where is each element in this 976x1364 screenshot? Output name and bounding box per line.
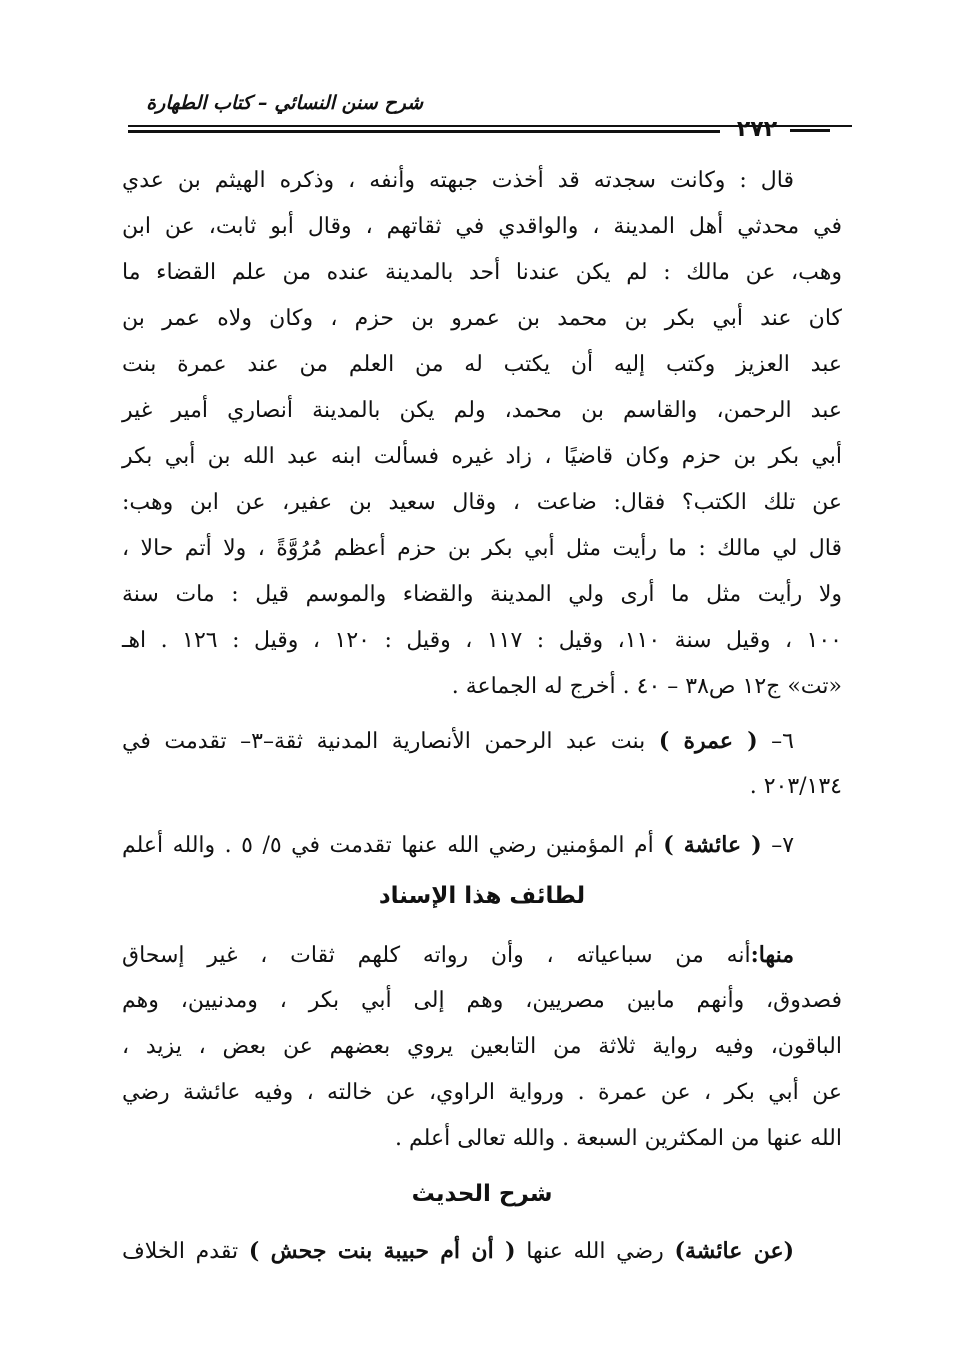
item-number: ٧– [771, 833, 795, 858]
text-line: الباقون، وفيه رواية ثلاثة من التابعين يروي بعضهم عن بعض ، يزيد ، [122, 1034, 842, 1059]
sharh-name: (عن عائشة) [674, 1238, 794, 1264]
text-line: قال : وكانت سجدته قد أخذت جبهته وأنفه ، وذكره الهيثم بن عدي [122, 168, 794, 193]
text-line: عن تلك الكتب؟ فقال: ضاعت ، وقال سعيد بن عفير، عن ابن وهب: [122, 490, 842, 515]
text-line [122, 718, 842, 764]
narrator-name: ( عمرة ) [658, 728, 758, 754]
text-line: وهب، عن مالك : لم يكن عندنا أحد بالمدينة عنده من علم القضاء ما [122, 260, 842, 285]
text-line [122, 822, 842, 868]
text-line: ١٠٠ ، وقيل سنة ١١٠، وقيل : ١١٧ ، وقيل : ١٢٠ ، وقيل : ١٢٦ . اهـ [122, 628, 842, 653]
lataif-text: أنه من سباعياته ، وأن رواته كلهم ثقات ، غير إسحاق [122, 943, 751, 968]
text-line: «تت» ج١٢ ص٣٨ – ٤٠ . أخرج له الجماعة . [451, 674, 842, 699]
page-number: ٢٧٢ [736, 117, 778, 142]
text-line: الله عنها من المكثرين السبعة . والله تعالى أعلم . [395, 1126, 842, 1151]
text-line: ٢٠٣/١٣٤ . [749, 774, 842, 799]
item-number: ٦– [771, 729, 794, 754]
text-line: كان عند أبي بكر بن محمد بن عمرو بن حزم ، وكان ولاه عمر بن [122, 306, 842, 331]
narrator-item-6 [122, 718, 842, 810]
sharh-text-end: تقدم الخلاف [122, 1239, 239, 1264]
text-line: أبي بكر بن حزم وكان قاضيًا ، زاد غيره فسألت ابنه عبد الله بن أبي بكر [122, 444, 842, 469]
sharh-text: رضي الله عنها [526, 1239, 664, 1264]
text-line [122, 932, 842, 978]
text-line: فصدوق، وأنهم مابين مصريين، وهم إلى أبي بكر ، ومدنيين، وهم [122, 988, 842, 1013]
page-number-dash [790, 129, 830, 132]
sharh-quote: ( أن أم حبيبة بنت جحش ) [248, 1238, 516, 1264]
text-line: عبد الرحمن، والقاسم بن محمد، ولم يكن بالمدينة أنصاري أمير غير [122, 398, 842, 423]
text-line [122, 1228, 842, 1274]
header-rule-lower [128, 130, 720, 133]
paragraph-sharh [122, 1228, 842, 1274]
paragraph-biography [122, 158, 842, 710]
section-heading-sharh: شرح الحديث [411, 1181, 553, 1207]
narrator-name: ( عائشة ) [663, 832, 762, 858]
narrator-item-7 [122, 822, 842, 868]
paragraph-lataif [122, 932, 842, 1162]
text-line: عبد العزيز وكتب إليه أن يكتب له من العلم من عند عمرة بنت [122, 352, 842, 377]
text-line: في محدثي أهل المدينة ، والواقدي في ثقاتهم ، وقال أبو ثابت، عن ابن [122, 214, 842, 239]
running-title: شرح سنن النسائي – كتاب الطهارة [146, 92, 423, 114]
text-line: قال لي مالك : ما رأيت مثل أبي بكر بن حزم أعظم مُرُوَّةً ، ولا أتم حالا ، [122, 536, 842, 561]
lataif-label: منها: [750, 942, 794, 968]
text-line: ولا رأيت مثل ما أرى ولي المدينة والقضاء والموسم قيل : مات سنة [122, 582, 842, 607]
text-line: عن أبي بكر ، عن عمرة . ورواية الراوي، عن خالته ، وفيه عائشة رضي [122, 1080, 842, 1105]
narrator-desc: بنت عبد الرحمن الأنصارية المدنية ثقة–٣– تقدمت في [122, 729, 646, 754]
section-heading-lataif: لطائف هذا الإسناد [378, 883, 586, 909]
narrator-desc: أم المؤمنين رضي الله عنها تقدمت في ٥/ ٥ . والله أعلم [122, 833, 654, 858]
